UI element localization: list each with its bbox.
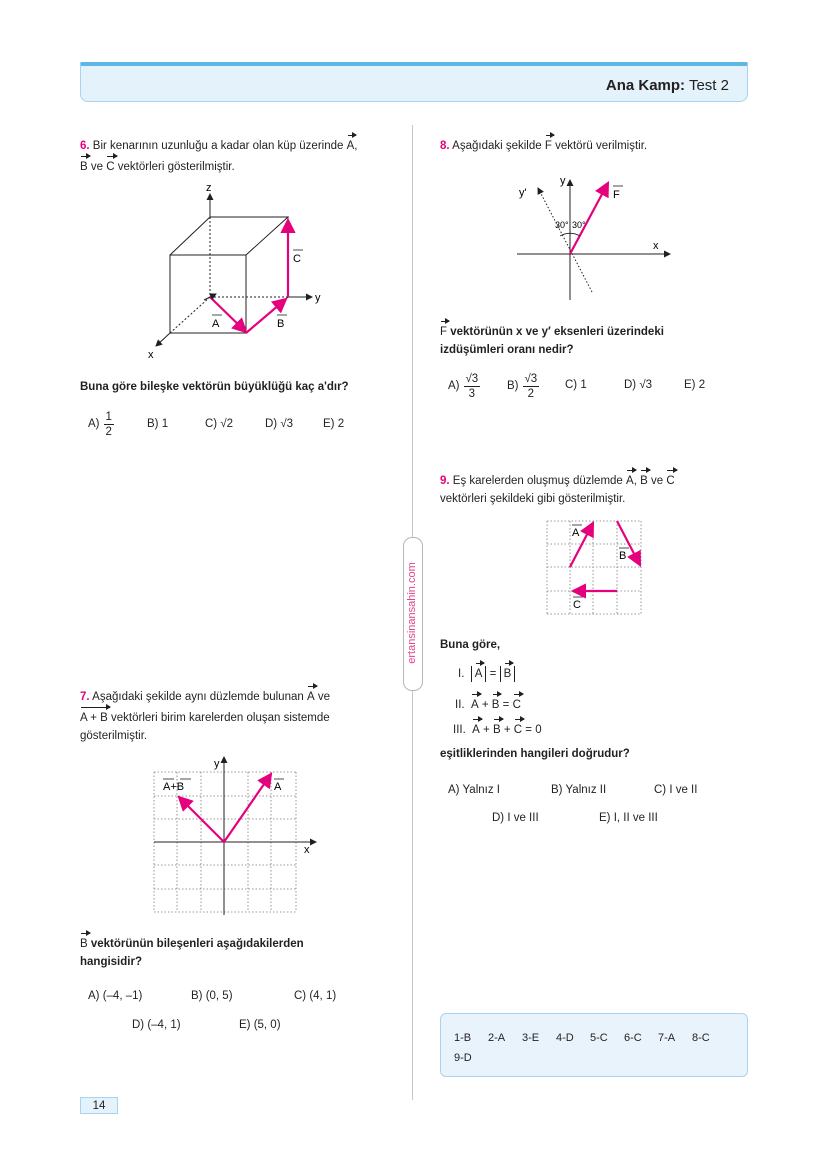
numerator: 1	[105, 410, 112, 423]
q9-number: 9.	[440, 475, 450, 487]
q7-vec-ab: A + B	[80, 706, 108, 727]
q8-text	[440, 134, 740, 155]
q6-option-a-fraction	[104, 410, 114, 439]
denominator: 2	[105, 425, 112, 438]
q8-question1: vektörünün x ve y′ eksenleri üzerindeki	[450, 326, 664, 338]
q9-text3: vektörleri şekildeki gibi gösterilmiştir.	[440, 493, 626, 505]
st1-vec-a: A	[475, 662, 483, 683]
grid-lines	[547, 521, 641, 614]
q9-vec-a: A	[626, 469, 634, 490]
st3-plus2: +	[503, 724, 511, 736]
q9-option-d[interactable]: D) I ve III	[492, 812, 539, 824]
y-prime-label: y'	[519, 187, 527, 199]
q9-option-b[interactable]: B) Yalnız II	[551, 784, 607, 796]
q6-vec-a: A	[347, 134, 355, 155]
st3-vec-c: C	[514, 718, 522, 739]
q7-q-vec: B	[80, 932, 88, 953]
st2-vec-a: A	[471, 693, 479, 714]
label-c: C	[573, 599, 581, 611]
q6-number: 6.	[80, 140, 90, 152]
answer-key-box	[440, 1013, 748, 1077]
st2-label: II.	[455, 699, 465, 711]
q8-option-a-fraction	[464, 372, 481, 401]
denominator: 2	[527, 387, 535, 400]
st3-vec-a: A	[472, 718, 480, 739]
q8-text2: vektörü verilmiştir.	[555, 140, 648, 152]
st1-vec-b: B	[504, 662, 512, 683]
q9-statement-1	[458, 662, 515, 683]
q8-option-e[interactable]: E) 2	[684, 379, 706, 391]
q7-text3: vektörleri birim karelerden oluşan sistemde	[111, 712, 330, 724]
q6-question: Buna göre bileşke vektörün büyüklüğü kaç a'dır?	[80, 381, 349, 393]
q6-cube-figure	[140, 180, 340, 365]
answer-5: 5-C	[590, 1032, 608, 1044]
q9-option-a[interactable]: A) Yalnız I	[448, 784, 500, 796]
q6-vec-c: C	[106, 155, 114, 176]
answer-2: 2-A	[488, 1032, 506, 1044]
q9-text: 9. Eş karelerden oluşmuş düzlemde A, B ve C vektörleri şekildeki gibi gösterilmiştir.	[440, 469, 740, 508]
q6-option-a[interactable]	[88, 408, 114, 440]
y-prime-axis	[538, 188, 592, 292]
answer-3: 3-E	[522, 1032, 540, 1044]
q7-grid-figure	[150, 755, 325, 915]
vector-a	[224, 774, 271, 842]
q7-question	[80, 932, 400, 971]
st1-eq: =	[489, 668, 497, 680]
vector-f	[570, 183, 608, 254]
q9-lead: Buna göre,	[440, 639, 501, 651]
cube-hidden-depth	[170, 297, 210, 333]
q8-vec-f: F	[545, 134, 552, 155]
q8-number: 8.	[440, 140, 450, 152]
q9-statement-2	[455, 693, 521, 714]
q9-text2: ve	[650, 475, 664, 487]
st2-vec-b: B	[492, 693, 500, 714]
q9-vec-c: C	[666, 469, 674, 490]
q6-option-e[interactable]: E) 2	[323, 418, 345, 430]
q8-option-c[interactable]: C) 1	[565, 379, 587, 391]
y-label: y	[560, 175, 566, 187]
q8-q-vec: F	[440, 320, 447, 341]
numerator: √3	[524, 372, 538, 385]
q9-option-e[interactable]: E) I, II ve III	[599, 812, 658, 824]
cube-top-face	[170, 217, 288, 255]
label-b: B	[619, 550, 627, 562]
q7-question2: hangisidir?	[80, 956, 142, 968]
st3-label: III.	[453, 724, 466, 736]
q9-option-c[interactable]: C) I ve II	[654, 784, 698, 796]
answer-1: 1-B	[454, 1032, 472, 1044]
q9-vec-b: B	[640, 469, 648, 490]
title-bold: Ana Kamp:	[605, 77, 686, 94]
x-label: x	[304, 844, 310, 856]
q8-vector-figure	[512, 168, 677, 303]
q8-option-a[interactable]	[448, 369, 480, 403]
q8-option-a-label: A)	[448, 380, 460, 392]
angle-label-1: 30°	[555, 220, 569, 230]
label-b: B	[277, 318, 285, 330]
q7-option-d[interactable]: D) (–4, 1)	[132, 1019, 181, 1031]
x-axis	[156, 333, 170, 346]
q9-text1: Eş karelerden oluşmuş düzlemde	[452, 475, 623, 487]
watermark: ertansinansahin.com	[406, 562, 418, 664]
q8-option-d[interactable]: D) √3	[624, 379, 653, 391]
q6-text2: ve	[90, 161, 104, 173]
q8-option-b-fraction	[523, 372, 540, 401]
q6-option-d[interactable]: D) √3	[265, 418, 294, 430]
header-bar	[80, 62, 748, 102]
page-number: 14	[80, 1097, 118, 1114]
q9-question: eşitliklerinden hangileri doğrudur?	[440, 748, 630, 760]
q7-text1: Aşağıdaki şekilde aynı düzlemde bulunan	[92, 691, 304, 703]
q6-option-a-label: A)	[88, 418, 100, 430]
q8-option-b-label: B)	[507, 380, 519, 392]
label-a: A	[212, 318, 220, 330]
st3-vec-b: B	[493, 718, 501, 739]
st1-abs-b	[500, 666, 516, 682]
page-title	[606, 77, 729, 94]
answer-6: 6-C	[624, 1032, 642, 1044]
st2-vec-c: C	[513, 693, 521, 714]
answer-4: 4-D	[556, 1032, 574, 1044]
f-label: F	[613, 189, 620, 201]
label-a: A	[572, 527, 580, 539]
st2-eq: =	[502, 699, 510, 711]
angle-label-2: 30°	[572, 220, 586, 230]
z-label: z	[206, 182, 212, 194]
answer-7: 7-A	[658, 1032, 676, 1044]
label-a: A	[274, 781, 282, 793]
y-label: y	[214, 758, 220, 770]
st1-abs-a	[471, 666, 487, 682]
q7-text	[80, 685, 400, 745]
q7-option-e[interactable]: E) (5, 0)	[239, 1019, 281, 1031]
x-label: x	[148, 349, 154, 361]
numerator: √3	[465, 372, 479, 385]
label-a-plus-b: A+B	[163, 781, 185, 793]
answer-key	[454, 1028, 734, 1068]
q8-question2: izdüşümleri oranı nedir?	[440, 344, 574, 356]
q6-option-c[interactable]: C) √2	[205, 418, 234, 430]
denominator: 3	[468, 387, 476, 400]
q7-text2: ve	[317, 691, 331, 703]
title-rest: Test 2	[688, 77, 729, 94]
q7-option-b[interactable]: B) (0, 5)	[191, 990, 233, 1002]
y-label: y	[315, 292, 321, 304]
st3-eq: = 0	[525, 724, 542, 736]
q8-text1: Aşağıdaki şekilde	[452, 140, 542, 152]
q7-text4: gösterilmiştir.	[80, 730, 148, 742]
q6-text: 6. Bir kenarının uzunluğu a kadar olan küp üzerinde A, B ve C vektörleri gösterilmiştir.	[80, 134, 400, 176]
st1-label: I.	[458, 668, 465, 680]
q6-text3: vektörleri gösterilmiştir.	[117, 161, 235, 173]
q9-statement-3	[453, 718, 542, 739]
q7-option-c[interactable]: C) (4, 1)	[294, 990, 337, 1002]
x-label: x	[653, 240, 659, 252]
q6-vec-b: B	[80, 155, 88, 176]
q6-text1: Bir kenarının uzunluğu a kadar olan küp üzerinde	[92, 140, 344, 152]
q7-vec-a: A	[307, 685, 315, 706]
q6-option-b[interactable]: B) 1	[147, 418, 169, 430]
q8-option-b[interactable]	[507, 369, 539, 403]
q7-question1: vektörünün bileşenleri aşağıdakilerden	[90, 938, 304, 950]
st2-plus: +	[481, 699, 489, 711]
vector-a-plus-b	[179, 797, 224, 842]
st3-plus1: +	[483, 724, 490, 736]
q8-question	[440, 320, 740, 359]
answer-9: 9-D	[454, 1052, 472, 1064]
answer-8: 8-C	[692, 1032, 710, 1044]
q7-number: 7.	[80, 691, 90, 703]
q7-option-a[interactable]: A) (–4, –1)	[88, 990, 143, 1002]
q9-grid-figure	[545, 519, 645, 617]
label-c: C	[293, 253, 301, 265]
